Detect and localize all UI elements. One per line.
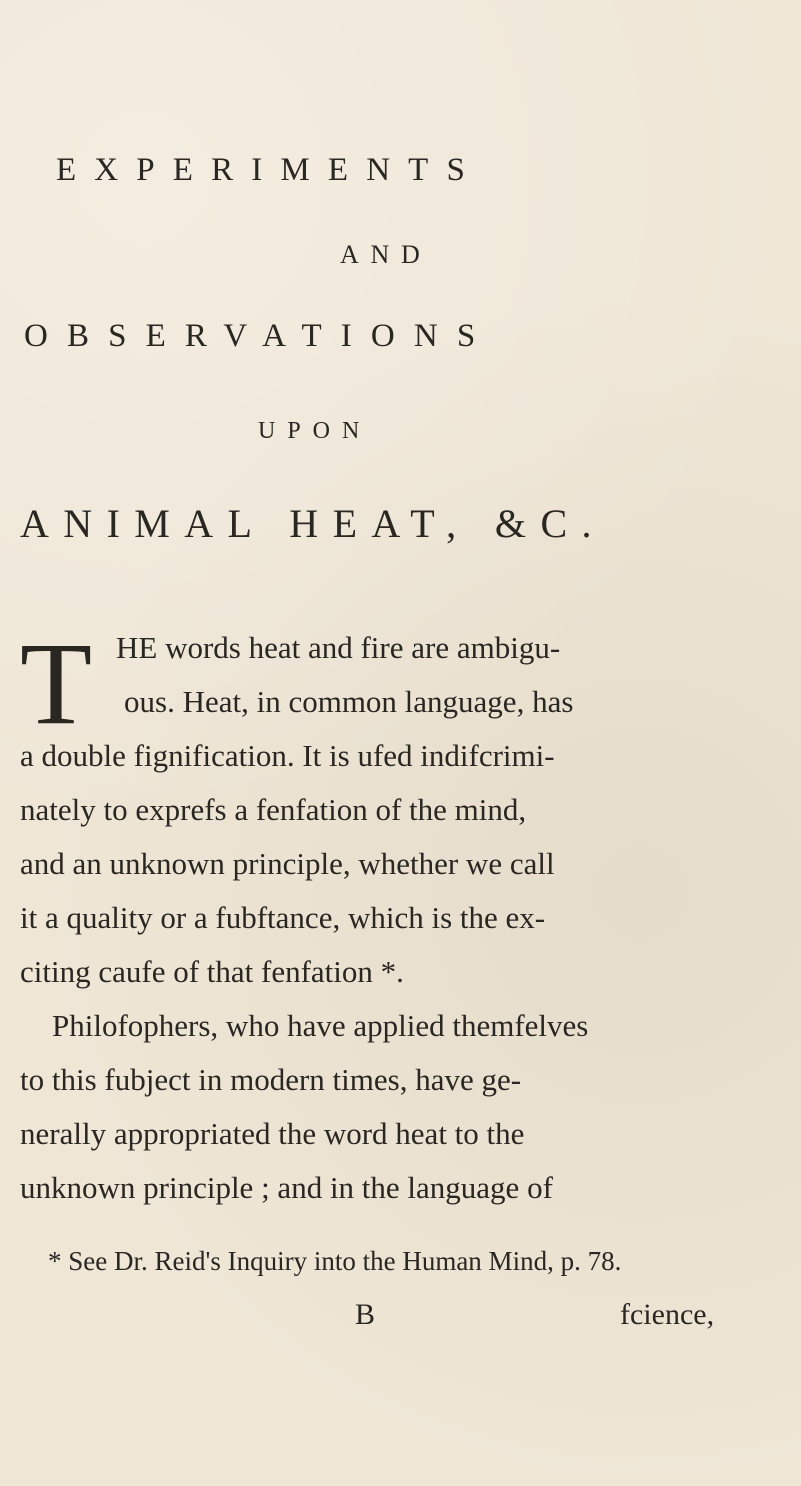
body-line-2: ous. Heat, in common language, has — [124, 684, 574, 719]
body-line-5: and an unknown principle, whether we call — [20, 846, 555, 881]
body-line-7: citing caufe of that fenfation *. — [20, 954, 404, 989]
signature-mark: B — [355, 1298, 376, 1331]
title-line-3: OBSERVATIONS — [24, 318, 495, 354]
drop-cap: T — [20, 618, 93, 749]
body-line-11: unknown principle ; and in the language of — [20, 1170, 553, 1205]
title-line-1: EXPERIMENTS — [56, 152, 483, 188]
title-line-4: UPON — [258, 418, 372, 444]
title-line-5: ANIMAL HEAT, &C. — [20, 501, 606, 546]
body-line-6: it a quality or a fubftance, which is the ex- — [20, 900, 546, 935]
catchword: fcience, — [620, 1298, 715, 1331]
body-line-1: HE words heat and fire are ambigu- — [116, 630, 561, 665]
body-line-10: nerally appropriated the word heat to the — [20, 1116, 525, 1151]
body-line-3: a double fignification. It is ufed indifcrimi- — [20, 738, 555, 773]
body-line-4: nately to exprefs a fenfation of the mind, — [20, 792, 527, 827]
title-line-2: AND — [340, 240, 432, 269]
body-line-9: to this fubject in modern times, have ge- — [20, 1062, 522, 1097]
body-line-8: Philofophers, who have applied themfelves — [52, 1008, 589, 1043]
footnote: * See Dr. Reid's Inquiry into the Human Mind, p. 78. — [48, 1246, 622, 1276]
